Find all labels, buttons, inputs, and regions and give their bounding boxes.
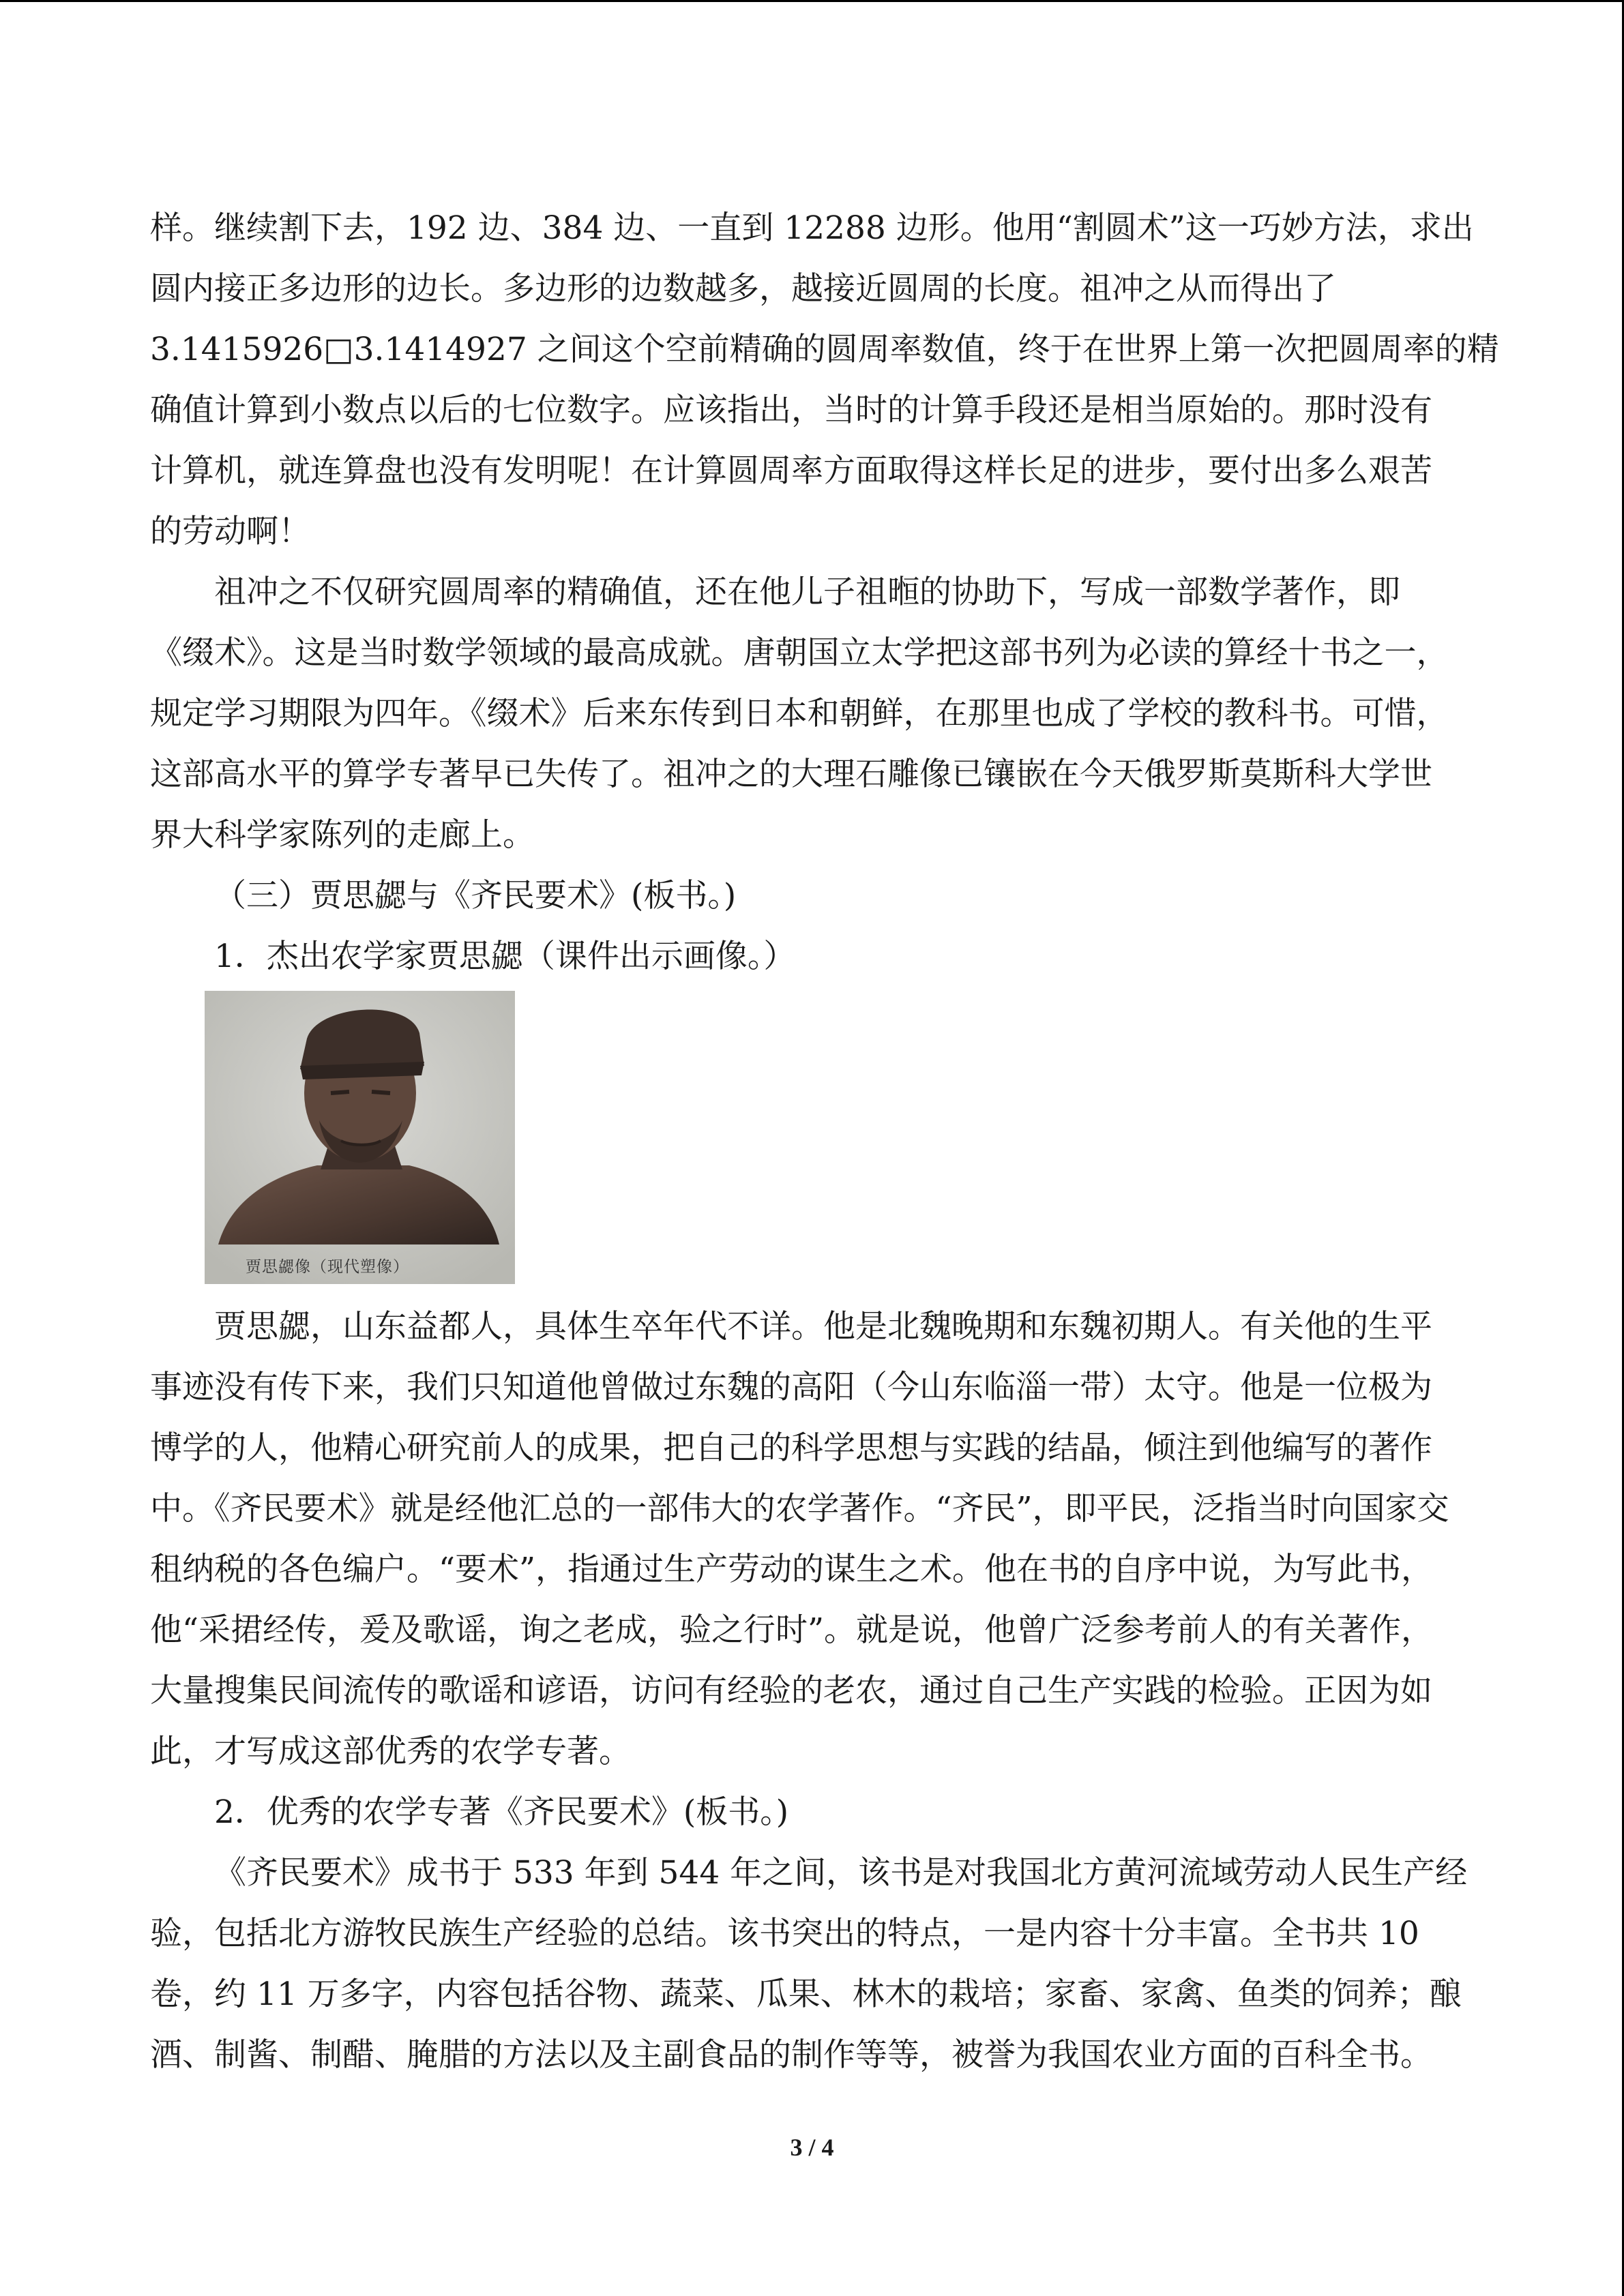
text-line: 这部高水平的算学专著早已失传了。祖冲之的大理石雕像已镶嵌在今天俄罗斯莫斯科大学世 — [150, 756, 1432, 793]
text-line: 租纳税的各色编户。“要术”，指通过生产劳动的谋生之术。他在书的自序中说，为写此书， — [150, 1551, 1434, 1588]
page-top-border — [0, 0, 1624, 2]
text-line: 的劳动啊！ — [150, 513, 310, 550]
paragraph-pi — [150, 198, 1499, 562]
bust-statue-image — [205, 991, 515, 1284]
text-line: 大量搜集民间流传的歌谣和谚语，访问有经验的老农，通过自己生产实践的检验。正因为如 — [150, 1672, 1432, 1710]
text-line: 界大科学家陈列的走廊上。 — [150, 816, 535, 854]
text-line: 此，才写成这部优秀的农学专著。 — [150, 1733, 631, 1770]
text-line: 计算机，就连算盘也没有发明呢！在计算圆周率方面取得这样长足的进步，要付出多么艰苦 — [150, 452, 1432, 490]
text-line: 祖冲之不仅研究圆周率的精确值，还在他儿子祖暅的协助下，写成一部数学著作，即 — [214, 573, 1400, 611]
text-line: 样。继续割下去，192 边、384 边、一直到 12288 边形。他用“割圆术”这一巧妙方法，求出 — [150, 209, 1474, 247]
text-line: 规定学习期限为四年。《缀术》后来东传到日本和朝鲜，在那里也成了学校的教科书。可惜， — [150, 695, 1449, 732]
text-line: 中。《齐民要术》就是经他汇总的一部伟大的农学著作。“齐民”，即平民，泛指当时向国家交 — [150, 1490, 1449, 1527]
paragraph-zhui-shu — [150, 562, 1477, 865]
text-line: 《缀术》。这是当时数学领域的最高成就。唐朝国立太学把这部书列为必读的算经十书之一， — [150, 634, 1449, 672]
text-line: 《齐民要术》成书于 533 年到 544 年之间，该书是对我国北方黄河流域劳动人民生产经 — [214, 1854, 1468, 1892]
text-line: 酒、制酱、制醋、腌腊的方法以及主副食品的制作等等，被誉为我国农业方面的百科全书。 — [150, 2036, 1432, 2074]
text-line: 贾思勰，山东益都人，具体生卒年代不详。他是北魏晚期和东魏初期人。有关他的生平 — [214, 1308, 1432, 1345]
document-body — [150, 198, 1499, 2085]
figure-caption: 贾思勰像（现代塑像） — [246, 1258, 409, 1276]
text-line: 他“采捃经传，爰及歌谣，询之老成，验之行时”。就是说，他曾广泛参考前人的有关著作， — [150, 1611, 1434, 1649]
text-line: 事迹没有传下来，我们只知道他曾做过东魏的高阳（今山东临淄一带）太守。他是一位极为 — [150, 1369, 1432, 1406]
text-line: 卷，约 11 万多字，内容包括谷物、蔬菜、瓜果、林木的栽培；家畜、家禽、鱼类的饲养；酿 — [150, 1976, 1462, 2013]
paragraph-qimin-yaoshu — [150, 1843, 1477, 2085]
text-line: 圆内接正多边形的边长。多边形的边数越多，越接近圆周的长度。祖冲之从而得出了 — [150, 270, 1336, 308]
text-line: 确值计算到小数点以后的七位数字。应该指出，当时的计算手段还是相当原始的。那时没有 — [150, 391, 1432, 429]
subheading-qimin-yaoshu: 2．优秀的农学专著《齐民要术》(板书。) — [214, 1793, 789, 1831]
text-line: 博学的人，他精心研究前人的成果，把自己的科学思想与实践的结晶，倾注到他编写的著作 — [150, 1429, 1432, 1467]
subheading-jia-sixie: 1．杰出农学家贾思勰（课件出示画像。） — [214, 938, 796, 975]
paragraph-jia-sixie — [150, 1296, 1477, 1782]
section-heading: （三）贾思勰与《齐民要术》(板书。) — [214, 877, 737, 914]
text-line: 3.1415926□3.1414927 之间这个空前精确的圆周率数值，终于在世界上第一次把圆周率的精 — [150, 331, 1499, 368]
jia-sixie-portrait-figure — [205, 991, 515, 1284]
text-line: 验，包括北方游牧民族生产经验的总结。该书突出的特点，一是内容十分丰富。全书共 10 — [150, 1915, 1419, 1952]
page-number: 3 / 4 — [790, 2134, 834, 2161]
